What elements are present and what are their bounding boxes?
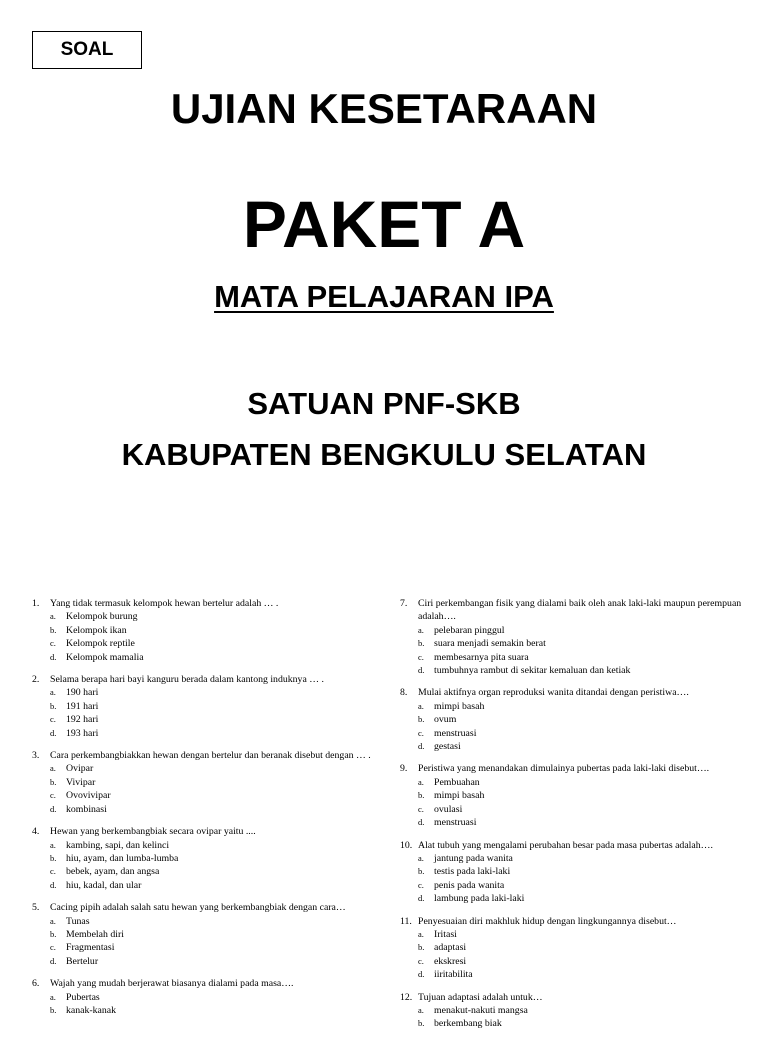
option-text: Pembuahan <box>434 776 480 788</box>
option-text: Kelompok reptile <box>66 638 135 650</box>
option-text: ekskresi <box>434 955 467 967</box>
question-row <box>400 597 745 624</box>
option-text: adaptasi <box>434 942 467 954</box>
soal-label: SOAL <box>60 39 114 60</box>
option-letter: c. <box>50 942 56 953</box>
answer-option <box>32 789 372 802</box>
answer-option <box>400 852 745 865</box>
option-letter: c. <box>50 866 56 877</box>
answer-option <box>32 928 372 941</box>
subject-text: MATA PELAJARAN IPA <box>214 279 554 314</box>
option-text: berkembang biak <box>434 1018 502 1030</box>
question-text: Hewan yang berkembangbiak secara ovipar yaitu .... <box>50 826 256 838</box>
soal-label-box <box>32 31 142 69</box>
option-text: Ovipar <box>66 763 94 775</box>
question-row <box>400 686 745 699</box>
option-text: Ovovivipar <box>66 790 111 802</box>
question-row <box>32 901 372 914</box>
option-text: Membelah diri <box>66 928 124 940</box>
option-text: menakut-nakuti mangsa <box>434 1004 528 1016</box>
option-letter: c. <box>50 714 56 725</box>
question-number: 4. <box>32 826 40 838</box>
option-letter: a. <box>418 700 424 711</box>
option-letter: a. <box>418 852 424 863</box>
option-text: penis pada wanita <box>434 879 505 891</box>
subject-title <box>0 279 768 315</box>
package-title: PAKET A <box>242 187 526 261</box>
option-text: Pubertas <box>66 991 100 1003</box>
questions-left-column <box>32 597 372 1026</box>
option-letter: a. <box>50 991 56 1002</box>
option-letter: b. <box>50 1004 57 1015</box>
answer-option <box>32 651 372 664</box>
question-row <box>400 762 745 775</box>
question-row <box>32 749 372 762</box>
option-letter: c. <box>418 955 424 966</box>
question-number: 12. <box>400 991 413 1003</box>
option-text: pelebaran pinggul <box>434 624 505 636</box>
answer-option <box>32 803 372 816</box>
option-text: 192 hari <box>66 714 99 726</box>
option-letter: b. <box>418 638 425 649</box>
option-letter: c. <box>50 790 56 801</box>
option-letter: d. <box>50 651 57 662</box>
answer-option <box>400 803 745 816</box>
question-number: 5. <box>32 902 40 914</box>
option-text: menstruasi <box>434 817 477 829</box>
question-number: 1. <box>32 598 40 609</box>
answer-option <box>400 624 745 637</box>
question-number: 2. <box>32 674 40 686</box>
option-letter: a. <box>50 763 56 774</box>
question-number: 3. <box>32 750 40 762</box>
answer-option <box>32 624 372 637</box>
option-letter: d. <box>50 803 57 814</box>
option-letter: c. <box>418 879 424 890</box>
answer-option <box>400 879 745 892</box>
option-letter: a. <box>50 839 56 850</box>
option-letter: b. <box>418 790 425 801</box>
questions-right-column <box>400 597 745 1040</box>
question-item <box>400 762 745 829</box>
option-letter: b. <box>418 1018 425 1029</box>
option-text: mimpi basah <box>434 700 485 712</box>
answer-option <box>32 727 372 740</box>
question-number: 11. <box>400 915 412 927</box>
option-text: Kelompok mamalia <box>66 651 144 663</box>
option-letter: c. <box>418 803 424 814</box>
option-text: menstruasi <box>434 727 477 739</box>
option-text: Vivipar <box>66 776 96 788</box>
region-title: KABUPATEN BENGKULU SELATAN <box>121 437 647 472</box>
question-item <box>32 901 372 968</box>
option-text: 190 hari <box>66 687 99 699</box>
question-row <box>32 673 372 686</box>
answer-option <box>32 839 372 852</box>
question-text: Ciri perkembangan fisik yang dialami baik oleh anak laki-laki maupun perempuan adalah…. <box>418 598 742 623</box>
question-text: Alat tubuh yang mengalami perubahan besar pada masa pubertas adalah…. <box>418 839 713 851</box>
answer-option <box>32 1004 372 1017</box>
option-letter: a. <box>50 915 56 926</box>
question-text: Cara perkembangbiakkan hewan dengan bertelur dan beranak disebut dengan … . <box>50 750 371 762</box>
answer-option <box>32 686 372 699</box>
answer-option <box>32 991 372 1004</box>
option-text: Bertelur <box>66 955 99 967</box>
option-text: Fragmentasi <box>66 942 115 954</box>
option-text: mimpi basah <box>434 790 485 802</box>
option-letter: a. <box>418 624 424 635</box>
question-row <box>32 597 372 610</box>
answer-option <box>400 713 745 726</box>
answer-option <box>400 664 745 677</box>
option-letter: a. <box>418 1004 424 1015</box>
answer-option <box>32 713 372 726</box>
option-letter: a. <box>418 776 424 787</box>
exam-title: UJIAN KESETARAAN <box>170 85 598 132</box>
answer-option <box>400 1017 745 1030</box>
question-item <box>400 686 745 753</box>
question-text: Wajah yang mudah berjerawat biasanya dialami pada masa…. <box>50 978 294 990</box>
option-letter: c. <box>418 727 424 738</box>
option-letter: d. <box>418 969 425 980</box>
answer-option <box>32 879 372 892</box>
question-text: Cacing pipih adalah salah satu hewan yang berkembangbiak dengan cara… <box>50 902 346 914</box>
answer-option <box>32 865 372 878</box>
option-letter: d. <box>50 955 57 966</box>
option-letter: b. <box>50 700 57 711</box>
answer-option <box>400 740 745 753</box>
option-letter: d. <box>418 893 425 904</box>
answer-option <box>400 651 745 664</box>
answer-option <box>400 727 745 740</box>
answer-option <box>400 892 745 905</box>
unit-title: SATUAN PNF-SKB <box>247 386 521 421</box>
option-text: Tunas <box>66 915 90 927</box>
option-letter: a. <box>418 928 424 939</box>
option-text: kombinasi <box>66 803 107 815</box>
question-item <box>400 991 745 1031</box>
answer-option <box>400 789 745 802</box>
option-letter: d. <box>418 817 425 828</box>
question-number: 10. <box>400 839 413 851</box>
question-item <box>400 839 745 906</box>
question-item <box>400 597 745 677</box>
option-text: hiu, ayam, dan lumba-lumba <box>66 852 179 864</box>
question-row <box>400 991 745 1004</box>
question-text: Yang tidak termasuk kelompok hewan bertelur adalah … . <box>50 598 279 609</box>
answer-option <box>400 955 745 968</box>
option-letter: b. <box>50 852 57 863</box>
answer-option <box>32 610 372 623</box>
option-text: testis pada laki-laki <box>434 866 511 878</box>
answer-option <box>400 928 745 941</box>
answer-option <box>32 762 372 775</box>
question-row <box>400 915 745 928</box>
option-letter: b. <box>50 928 57 939</box>
option-letter: b. <box>50 776 57 787</box>
question-item <box>32 749 372 816</box>
question-number: 6. <box>32 978 40 990</box>
option-text: hiu, kadal, dan ular <box>66 879 142 891</box>
option-text: ovum <box>434 714 457 726</box>
question-row <box>32 977 372 990</box>
option-text: ovulasi <box>434 803 463 815</box>
answer-option <box>400 1004 745 1017</box>
answer-option <box>400 941 745 954</box>
option-letter: b. <box>418 866 425 877</box>
option-text: Kelompok ikan <box>66 624 127 636</box>
question-text: Mulai aktifnya organ reproduksi wanita ditandai dengan peristiwa…. <box>418 687 689 699</box>
option-letter: d. <box>50 727 57 738</box>
option-text: gestasi <box>434 741 461 753</box>
option-letter: a. <box>50 611 56 622</box>
option-text: membesarnya pita suara <box>434 651 529 663</box>
answer-option <box>400 816 745 829</box>
option-text: Iritasi <box>434 928 457 940</box>
answer-option <box>32 941 372 954</box>
answer-option <box>32 852 372 865</box>
answer-option <box>400 637 745 650</box>
option-letter: d. <box>418 741 425 752</box>
question-text: Selama berapa hari bayi kanguru berada dalam kantong induknya … . <box>50 674 324 686</box>
question-item <box>32 977 372 1017</box>
option-text: 193 hari <box>66 727 99 739</box>
option-letter: b. <box>50 624 57 635</box>
option-text: bebek, ayam, dan angsa <box>66 866 160 878</box>
question-number: 9. <box>400 763 408 775</box>
question-text: Tujuan adaptasi adalah untuk… <box>418 991 543 1003</box>
question-number: 7. <box>400 598 408 609</box>
answer-option <box>400 968 745 981</box>
option-text: tumbuhnya rambut di sekitar kemaluan dan ketiak <box>434 665 631 677</box>
option-text: lambung pada laki-laki <box>434 893 525 905</box>
option-text: jantung pada wanita <box>434 852 513 864</box>
option-letter: d. <box>50 879 57 890</box>
answer-option <box>32 955 372 968</box>
option-letter: c. <box>418 651 424 662</box>
answer-option <box>32 915 372 928</box>
option-letter: b. <box>418 714 425 725</box>
option-text: suara menjadi semakin berat <box>434 638 546 650</box>
question-item <box>32 673 372 740</box>
answer-option <box>400 776 745 789</box>
option-text: Kelompok burung <box>66 611 138 623</box>
question-item <box>32 825 372 892</box>
answer-option <box>400 865 745 878</box>
question-item <box>400 915 745 982</box>
question-row <box>32 825 372 838</box>
option-letter: b. <box>418 942 425 953</box>
question-row <box>400 839 745 852</box>
answer-option <box>32 700 372 713</box>
answer-option <box>32 776 372 789</box>
question-item <box>32 597 372 664</box>
answer-option <box>32 637 372 650</box>
option-letter: c. <box>50 638 56 649</box>
option-text: 191 hari <box>66 700 99 712</box>
question-number: 8. <box>400 687 408 699</box>
option-letter: a. <box>50 687 56 698</box>
option-letter: d. <box>418 665 425 676</box>
question-text: Peristiwa yang menandakan dimulainya pubertas pada laki-laki disebut…. <box>418 763 710 775</box>
option-text: kambing, sapi, dan kelinci <box>66 839 170 851</box>
option-text: iiritabilita <box>434 969 473 981</box>
question-text: Penyesuaian diri makhluk hidup dengan lingkungannya disebut… <box>418 915 677 927</box>
answer-option <box>400 700 745 713</box>
option-text: kanak-kanak <box>66 1004 117 1016</box>
